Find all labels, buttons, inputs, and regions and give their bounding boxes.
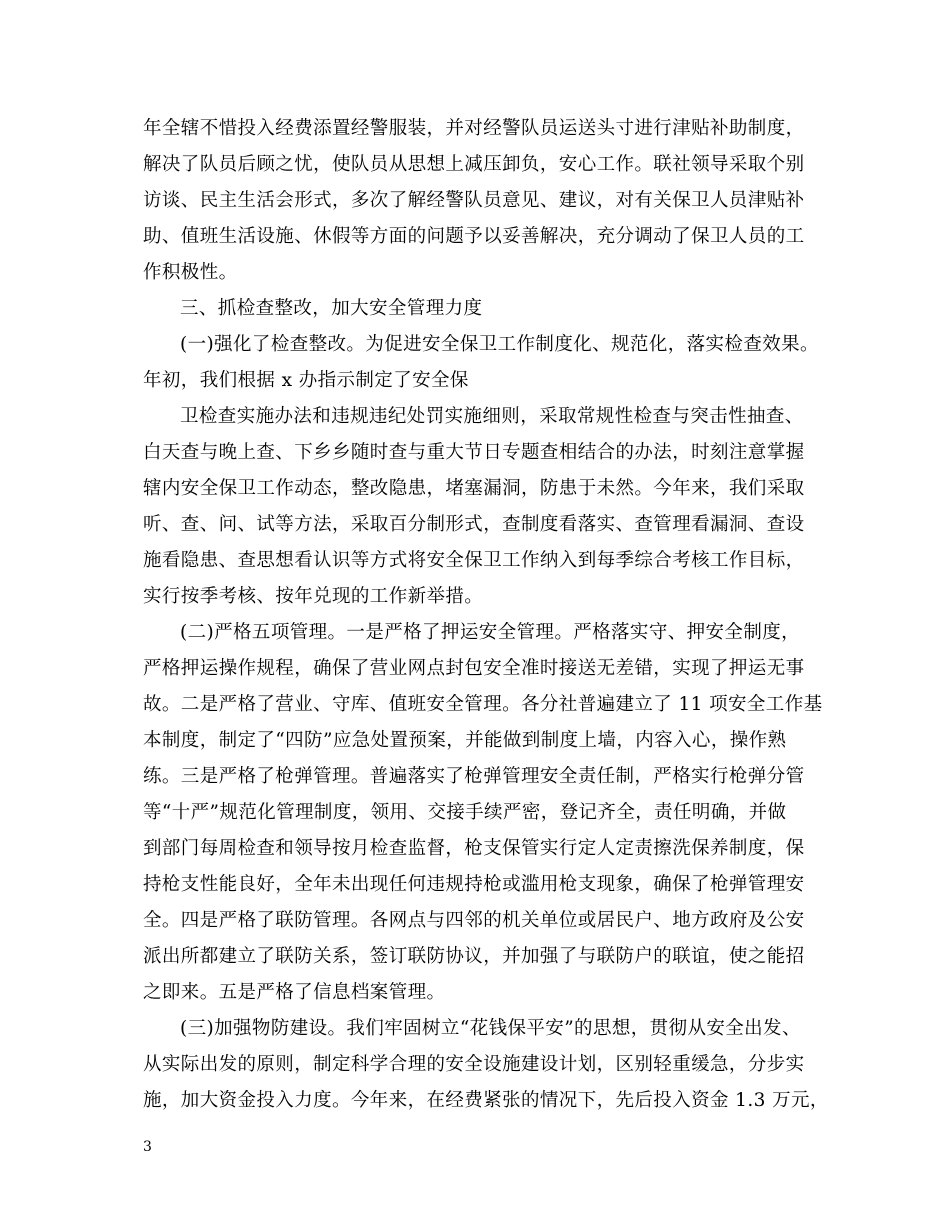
text-line: 听、查、问、试等方法，采取百分制形式，查制度看落实、查管理看漏洞、查设 — [143, 514, 805, 535]
text-line: 持枪支性能良好，全年未出现任何违规持枪或滥用枪支现象，确保了枪弹管理安 — [143, 874, 805, 895]
text-line: 施看隐患、查思想看认识等方式将安全保卫工作纳入到每季综合考核工作目标， — [143, 550, 805, 571]
text-line: 助、值班生活设施、休假等方面的问题予以妥善解决，充分调动了保卫人员的工 — [143, 226, 805, 247]
text-line: 解决了队员后顾之忧，使队员从思想上减压卸负，安心工作。联社领导采取个别 — [143, 154, 805, 175]
text-line: 实行按季考核、按年兑现的工作新举措。 — [143, 586, 484, 607]
text-line: 施，加大资金投入力度。今年来，在经费紧张的情况下，先后投入资金 1.3 万元， — [143, 1090, 829, 1111]
text-line: (二)严格五项管理。一是严格了押运安全管理。严格落实守、押安全制度， — [180, 622, 801, 643]
text-line: 年初，我们根据 x 办指示制定了安全保 — [143, 370, 469, 391]
text-line: 作积极性。 — [143, 262, 238, 283]
section-heading: 三、抓检查整改，加大安全管理力度 — [180, 298, 483, 319]
text-line: 全。四是严格了联防管理。各网点与四邻的机关单位或居民户、地方政府及公安 — [143, 910, 805, 931]
text-line: (三)加强物防建设。我们牢固树立“花钱保平安”的思想，贯彻从安全出发、 — [180, 1018, 801, 1039]
text-line: 到部门每周检查和领导按月检查监督，枪支保管实行定人定责擦洗保养制度，保 — [143, 838, 805, 859]
text-line: 辖内安全保卫工作动态，整改隐患，堵塞漏洞，防患于未然。今年来，我们采取 — [143, 478, 805, 499]
text-line: 白天查与晚上查、下乡乡随时查与重大节日专题查相结合的办法，时刻注意掌握 — [143, 442, 805, 463]
text-line: 派出所都建立了联防关系，签订联防协议，并加强了与联防户的联谊，使之能招 — [143, 946, 805, 967]
text-line: 故。二是严格了营业、守库、值班安全管理。各分社普遍建立了 11 项安全工作基 — [143, 694, 823, 715]
page-number: 3 — [143, 1139, 152, 1155]
text-line: 严格押运操作规程，确保了营业网点封包安全准时接送无差错，实现了押运无事 — [143, 658, 805, 679]
text-line: 之即来。五是严格了信息档案管理。 — [143, 982, 446, 1003]
text-line: 从实际出发的原则，制定科学合理的安全设施建设计划，区别轻重缓急，分步实 — [143, 1054, 805, 1075]
text-line: 等“十严”规范化管理制度，领用、交接手续严密，登记齐全，责任明确，并做 — [143, 802, 787, 823]
text-line: 访谈、民主生活会形式，多次了解经警队员意见、建议，对有关保卫人员津贴补 — [143, 190, 805, 211]
text-line: (一)强化了检查整改。为促进安全保卫工作制度化、规范化，落实检查效果。 — [180, 334, 819, 355]
text-line: 卫检查实施办法和违规违纪处罚实施细则，采取常规性检查与突击性抽查、 — [180, 406, 804, 427]
text-line: 本制度，制定了“四防”应急处置预案，并能做到制度上墙，内容入心，操作熟 — [143, 730, 787, 751]
text-line: 练。三是严格了枪弹管理。普遍落实了枪弹管理安全责任制，严格实行枪弹分管 — [143, 766, 805, 787]
text-line: 年全辖不惜投入经费添置经警服装，并对经警队员运送头寸进行津贴补助制度， — [143, 118, 805, 139]
